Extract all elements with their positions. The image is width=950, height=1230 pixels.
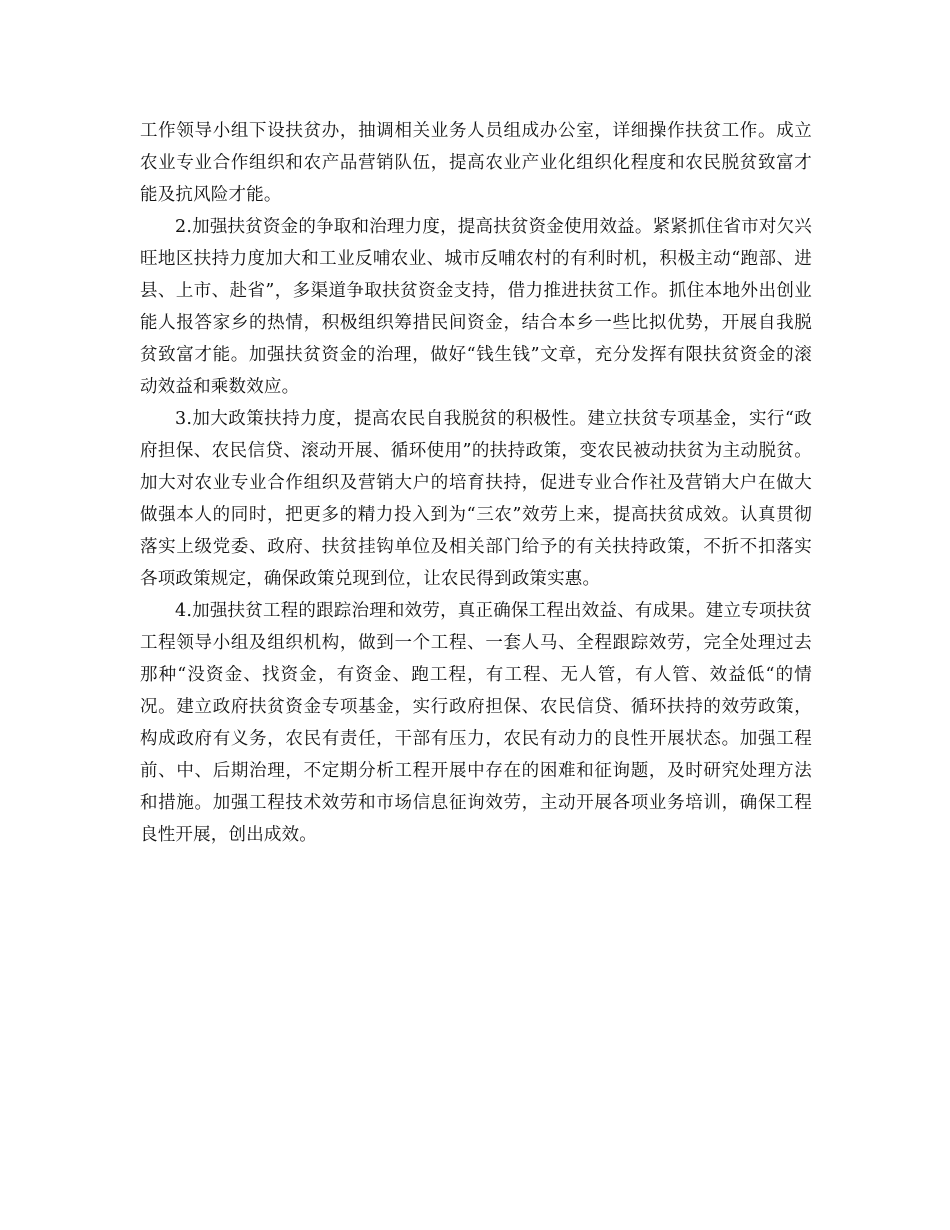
- paragraph-item-3: 3.加大政策扶持力度，提高农民自我脱贫的积极性。建立扶贫专项基金，实行“政府担保、农民信贷、滚动开展、循环使用”的扶持政策，变农民被动扶贫为主动脱贫。加大对农业专业合作组织及营销大户的培育扶持，促进专业合作社及营销大户在做大做强本人的同时，把更多的精力投入到为“三农”效劳上来，提高扶贫成效。认真贯彻落实上级党委、政府、扶贫挂钩单位及相关部门给予的有关扶持政策，不折不扣落实各项政策规定，确保政策兑现到位，让农民得到政策实惠。: [140, 409, 812, 589]
- document-body: [140, 115, 812, 851]
- paragraph-item-4: 4.加强扶贫工程的跟踪治理和效劳，真正确保工程出效益、有成果。建立专项扶贫工程领导小组及组织机构，做到一个工程、一套人马、全程跟踪效劳，完全处理过去那种“没资金、找资金，有资金、跑工程，有工程、无人管，有人管、效益低“的情况。建立政府扶贫资金专项基金，实行政府担保、农民信贷、循环扶持的效劳政策，构成政府有义务，农民有责任，干部有压力，农民有动力的良性开展状态。加强工程前、中、后期治理，不定期分析工程开展中存在的困难和征询题，及时研究处理方法和措施。加强工程技术效劳和市场信息征询效劳，主动开展各项业务培训，确保工程良性开展，创出成效。: [140, 601, 812, 845]
- paragraph-intro: 工作领导小组下设扶贫办，抽调相关业务人员组成办公室，详细操作扶贫工作。成立农业专业合作组织和农产品营销队伍，提高农业产业化组织化程度和农民脱贫致富才能及抗风险才能。: [140, 121, 812, 205]
- paragraph-item-2: 2.加强扶贫资金的争取和治理力度，提高扶贫资金使用效益。紧紧抓住省市对欠兴旺地区扶持力度加大和工业反哺农业、城市反哺农村的有利时机，积极主动“跑部、进县、上市、赴省”，多渠道争取扶贫资金支持，借力推进扶贫工作。抓住本地外出创业能人报答家乡的热情，积极组织筹措民间资金，结合本乡一些比拟优势，开展自我脱贫致富才能。加强扶贫资金的治理，做好“钱生钱”文章，充分发挥有限扶贫资金的滚动效益和乘数效应。: [140, 217, 812, 397]
